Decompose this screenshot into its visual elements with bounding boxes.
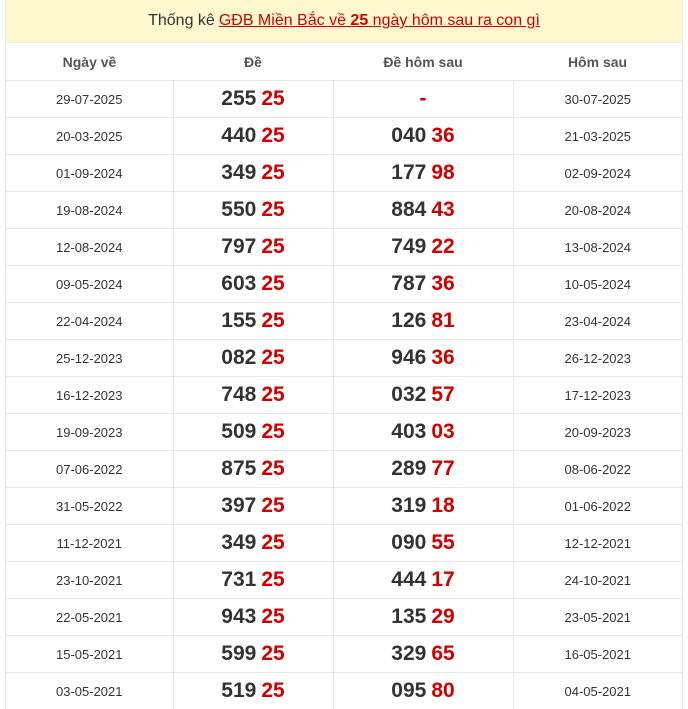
next-de-suffix: 03	[431, 420, 455, 443]
next-de-prefix: 329	[391, 642, 427, 665]
next-de-prefix: 884	[391, 198, 427, 221]
de-suffix: 25	[261, 87, 285, 110]
next-de-prefix: 787	[391, 272, 427, 295]
de-suffix: 25	[261, 161, 285, 184]
de-cell	[173, 229, 333, 266]
de-prefix: 349	[221, 531, 257, 554]
next-de-suffix: 17	[431, 568, 455, 591]
column-header-date: Ngày về	[6, 43, 173, 81]
table-row	[6, 525, 682, 562]
de-suffix: 25	[261, 568, 285, 591]
title-link-text-b: ngày hôm sau ra con gì	[372, 12, 540, 29]
table-row	[6, 599, 682, 636]
next-de-cell	[333, 192, 513, 229]
de-prefix: 440	[221, 124, 257, 147]
de-cell	[173, 599, 333, 636]
next-de-suffix: 55	[431, 531, 455, 554]
date-cell: 11-12-2021	[6, 525, 173, 562]
table-row	[6, 340, 682, 377]
next-de-suffix: 36	[431, 272, 455, 295]
date-cell: 22-04-2024	[6, 303, 173, 340]
table-row	[6, 81, 682, 118]
stats-panel	[5, 0, 683, 709]
de-cell	[173, 192, 333, 229]
table-row	[6, 673, 682, 709]
next-de-prefix: 177	[391, 161, 427, 184]
next-de-prefix: 126	[391, 309, 427, 332]
de-prefix: 943	[221, 605, 257, 628]
date-cell: 25-12-2023	[6, 340, 173, 377]
de-suffix: 25	[261, 198, 285, 221]
de-prefix: 550	[221, 198, 257, 221]
de-suffix: 25	[261, 346, 285, 369]
de-cell	[173, 636, 333, 673]
de-cell	[173, 340, 333, 377]
next-date-cell: 23-05-2021	[513, 599, 682, 636]
de-cell	[173, 303, 333, 340]
de-cell	[173, 488, 333, 525]
next-date-cell: 23-04-2024	[513, 303, 682, 340]
next-de-cell	[333, 229, 513, 266]
next-date-cell: 12-12-2021	[513, 525, 682, 562]
column-header-next-date: Hôm sau	[513, 43, 682, 81]
de-cell	[173, 118, 333, 155]
table-row	[6, 266, 682, 303]
next-date-cell: 17-12-2023	[513, 377, 682, 414]
de-prefix: 349	[221, 161, 257, 184]
next-date-cell: 01-06-2022	[513, 488, 682, 525]
title-link[interactable]	[219, 12, 540, 30]
next-de-suffix: 65	[431, 642, 455, 665]
next-de-empty: -	[419, 87, 427, 110]
next-de-suffix: 57	[431, 383, 455, 406]
next-de-suffix: 77	[431, 457, 455, 480]
column-header-de: Đề	[173, 43, 333, 81]
de-prefix: 599	[221, 642, 257, 665]
next-de-suffix: 43	[431, 198, 455, 221]
de-cell	[173, 377, 333, 414]
date-cell: 29-07-2025	[6, 81, 173, 118]
next-date-cell: 13-08-2024	[513, 229, 682, 266]
de-prefix: 155	[221, 309, 257, 332]
next-de-cell	[333, 562, 513, 599]
next-de-suffix: 36	[431, 124, 455, 147]
de-cell	[173, 562, 333, 599]
date-cell: 07-06-2022	[6, 451, 173, 488]
title-prefix: Thống kê	[148, 12, 215, 29]
page-title	[6, 0, 682, 43]
de-prefix: 731	[221, 568, 257, 591]
table-row	[6, 155, 682, 192]
de-prefix: 519	[221, 679, 257, 702]
de-prefix: 509	[221, 420, 257, 443]
next-de-suffix: 18	[431, 494, 455, 517]
de-prefix: 797	[221, 235, 257, 258]
table-row	[6, 562, 682, 599]
de-suffix: 25	[261, 679, 285, 702]
next-de-prefix: 040	[391, 124, 427, 147]
next-date-cell: 16-05-2021	[513, 636, 682, 673]
next-date-cell: 26-12-2023	[513, 340, 682, 377]
de-suffix: 25	[261, 457, 285, 480]
de-prefix: 397	[221, 494, 257, 517]
next-de-prefix: 444	[391, 568, 427, 591]
table-row	[6, 451, 682, 488]
date-cell: 20-03-2025	[6, 118, 173, 155]
de-suffix: 25	[261, 531, 285, 554]
next-de-cell	[333, 303, 513, 340]
next-de-prefix: 090	[391, 531, 427, 554]
next-date-cell: 20-09-2023	[513, 414, 682, 451]
date-cell: 01-09-2024	[6, 155, 173, 192]
next-de-prefix: 289	[391, 457, 427, 480]
date-cell: 09-05-2024	[6, 266, 173, 303]
next-date-cell: 21-03-2025	[513, 118, 682, 155]
next-de-prefix: 403	[391, 420, 427, 443]
next-de-cell	[333, 673, 513, 709]
date-cell: 19-08-2024	[6, 192, 173, 229]
de-suffix: 25	[261, 420, 285, 443]
table-row	[6, 414, 682, 451]
next-de-cell	[333, 414, 513, 451]
table-row	[6, 192, 682, 229]
de-prefix: 255	[221, 87, 257, 110]
de-cell	[173, 525, 333, 562]
next-de-cell	[333, 266, 513, 303]
table-row	[6, 636, 682, 673]
de-cell	[173, 451, 333, 488]
next-de-suffix: 29	[431, 605, 455, 628]
next-de-prefix: 135	[391, 605, 427, 628]
de-cell	[173, 266, 333, 303]
next-de-cell	[333, 118, 513, 155]
title-link-text-a: GĐB Miền Bắc về	[218, 12, 346, 29]
table-row	[6, 118, 682, 155]
next-date-cell: 10-05-2024	[513, 266, 682, 303]
next-de-cell	[333, 525, 513, 562]
next-de-prefix: 946	[391, 346, 427, 369]
de-suffix: 25	[261, 383, 285, 406]
next-date-cell: 02-09-2024	[513, 155, 682, 192]
next-de-suffix: 81	[431, 309, 455, 332]
table-row	[6, 488, 682, 525]
next-date-cell: 04-05-2021	[513, 673, 682, 709]
de-suffix: 25	[261, 235, 285, 258]
next-date-cell: 24-10-2021	[513, 562, 682, 599]
de-prefix: 082	[221, 346, 257, 369]
next-de-prefix: 095	[391, 679, 427, 702]
de-suffix: 25	[261, 272, 285, 295]
next-date-cell: 30-07-2025	[513, 81, 682, 118]
de-cell	[173, 81, 333, 118]
next-de-cell	[333, 155, 513, 192]
next-de-cell	[333, 488, 513, 525]
de-suffix: 25	[261, 605, 285, 628]
column-header-next-de: Đề hôm sau	[333, 43, 513, 81]
next-de-prefix: 749	[391, 235, 427, 258]
next-de-cell	[333, 599, 513, 636]
date-cell: 31-05-2022	[6, 488, 173, 525]
de-cell	[173, 155, 333, 192]
date-cell: 22-05-2021	[6, 599, 173, 636]
stats-table	[6, 43, 682, 709]
de-prefix: 748	[221, 383, 257, 406]
next-date-cell: 08-06-2022	[513, 451, 682, 488]
de-suffix: 25	[261, 642, 285, 665]
table-row	[6, 229, 682, 266]
de-suffix: 25	[261, 494, 285, 517]
next-de-cell	[333, 377, 513, 414]
de-suffix: 25	[261, 309, 285, 332]
de-cell	[173, 673, 333, 709]
de-prefix: 603	[221, 272, 257, 295]
next-date-cell: 20-08-2024	[513, 192, 682, 229]
date-cell: 16-12-2023	[6, 377, 173, 414]
date-cell: 12-08-2024	[6, 229, 173, 266]
date-cell: 03-05-2021	[6, 673, 173, 709]
next-de-cell	[333, 451, 513, 488]
table-row	[6, 377, 682, 414]
next-de-suffix: 80	[431, 679, 455, 702]
de-cell	[173, 414, 333, 451]
next-de-prefix: 032	[391, 383, 427, 406]
table-row	[6, 303, 682, 340]
date-cell: 23-10-2021	[6, 562, 173, 599]
next-de-cell	[333, 340, 513, 377]
de-prefix: 875	[221, 457, 257, 480]
date-cell: 15-05-2021	[6, 636, 173, 673]
next-de-suffix: 36	[431, 346, 455, 369]
table-header-row	[6, 43, 682, 81]
next-de-cell	[333, 636, 513, 673]
title-link-number: 25	[350, 12, 369, 29]
date-cell: 19-09-2023	[6, 414, 173, 451]
next-de-suffix: 22	[431, 235, 455, 258]
next-de-prefix: 319	[391, 494, 427, 517]
next-de-cell	[333, 81, 513, 118]
de-suffix: 25	[261, 124, 285, 147]
next-de-suffix: 98	[431, 161, 455, 184]
